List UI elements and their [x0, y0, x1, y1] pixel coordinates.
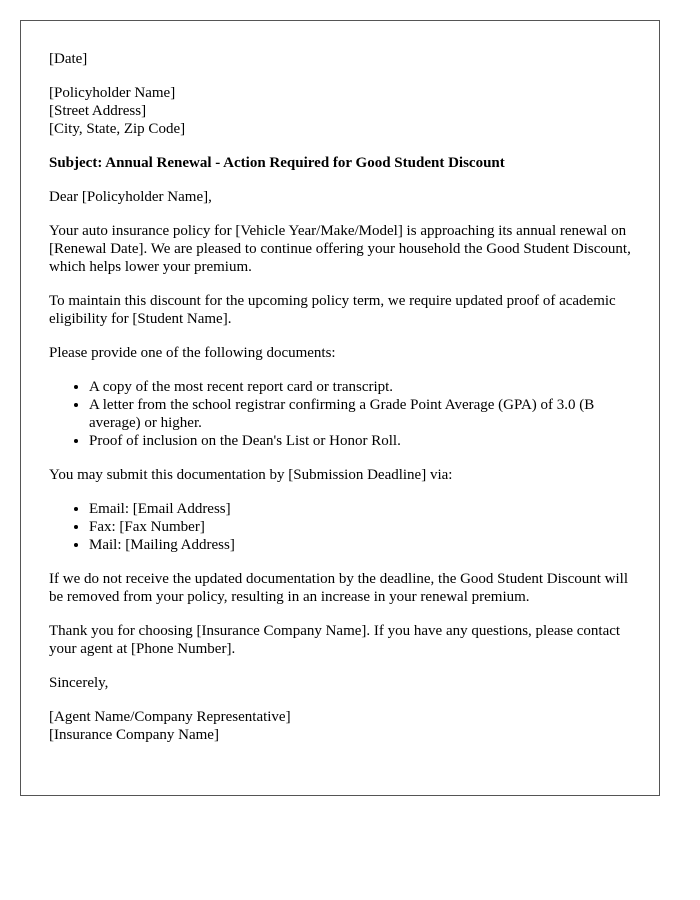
paragraph-eligibility: To maintain this discount for the upcoming policy term, we require updated proof of academic eligibility for [Student Name].	[49, 293, 616, 327]
list-item: • A letter from the school registrar confirming a Grade Point Average (GPA) of 3.0 (B average) or higher.	[89, 396, 631, 432]
recipient-city: [City, State, Zip Code]	[49, 121, 186, 137]
signature-agent: [Agent Name/Company Representative]	[49, 709, 291, 725]
list-item: • Mail: [Mailing Address]	[89, 536, 631, 554]
letter-date: [Date]	[49, 51, 88, 67]
recipient-street: [Street Address]	[49, 103, 147, 119]
recipient-name: [Policyholder Name]	[49, 85, 176, 101]
closing: Sincerely,	[49, 675, 109, 691]
subject-line: Subject: Annual Renewal - Action Required for Good Student Discount	[49, 155, 505, 171]
paragraph-deadline-warning: If we do not receive the updated documentation by the deadline, the Good Student Discount will be removed from your policy, resulting in an increase in your renewal premium.	[49, 571, 629, 605]
paragraph-thank-you: Thank you for choosing [Insurance Company Name]. If you have any questions, please contact your agent at [Phone Number].	[49, 623, 621, 657]
documents-list	[49, 378, 631, 450]
list-item: • Fax: [Fax Number]	[89, 518, 631, 536]
letter-page	[20, 20, 660, 796]
signature-company: [Insurance Company Name]	[49, 727, 219, 743]
list-item: • A copy of the most recent report card or transcript.	[89, 378, 631, 396]
signature-block	[49, 708, 631, 744]
salutation: Dear [Policyholder Name],	[49, 189, 212, 205]
paragraph-submission-intro: You may submit this documentation by [Submission Deadline] via:	[49, 467, 453, 483]
submission-methods-list	[49, 500, 631, 554]
paragraph-documents-intro: Please provide one of the following documents:	[49, 345, 336, 361]
list-item: • Proof of inclusion on the Dean's List or Honor Roll.	[89, 432, 631, 450]
list-item: • Email: [Email Address]	[89, 500, 631, 518]
paragraph-renewal-notice: Your auto insurance policy for [Vehicle Year/Make/Model] is approaching its annual renewal on [Renewal Date]. We are pleased to continue offering your household the Good Student Discount, which helps lower your premium.	[49, 223, 631, 275]
recipient-address	[49, 84, 631, 138]
